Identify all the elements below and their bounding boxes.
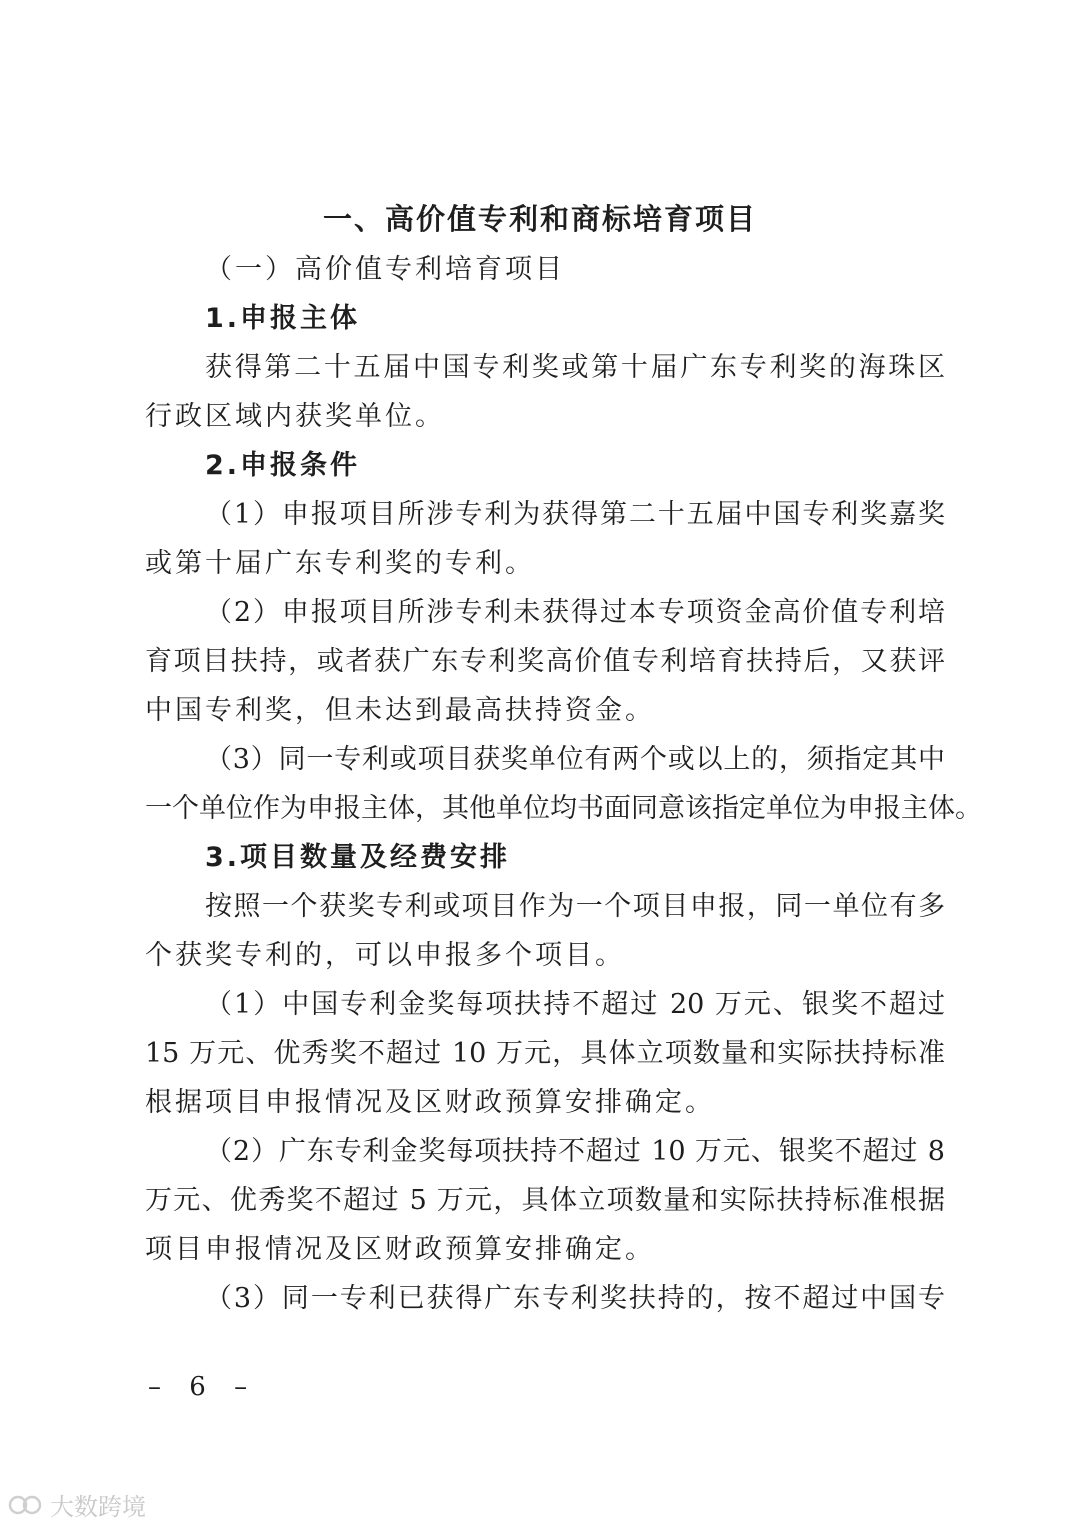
heading-2: 2.申报条件 <box>205 450 361 481</box>
paragraph-line: （2）广东专利金奖每项扶持不超过 10 万元、银奖不超过 8 <box>205 1136 945 1167</box>
paragraph-line: 一个单位作为申报主体，其他单位均书面同意该指定单位为申报主体。 <box>145 793 982 824</box>
paragraph-line: 获得第二十五届中国专利奖或第十届广东专利奖的海珠区 <box>205 352 945 383</box>
watermark <box>8 1487 146 1522</box>
paragraph-line: （1）申报项目所涉专利为获得第二十五届中国专利奖嘉奖 <box>205 499 945 530</box>
paragraph-line: 15 万元、优秀奖不超过 10 万元，具体立项数量和实际扶持标准 <box>145 1038 945 1069</box>
subsection-title: （一）高价值专利培育项目 <box>205 254 565 285</box>
paragraph-line: 个获奖专利的，可以申报多个项目。 <box>145 940 625 971</box>
paragraph-line: 按照一个获奖专利或项目作为一个项目申报，同一单位有多 <box>205 891 945 922</box>
paragraph-line: （1）中国专利金奖每项扶持不超过 20 万元、银奖不超过 <box>205 989 945 1020</box>
section-title: 一、高价值专利和商标培育项目 <box>322 202 757 236</box>
page-number: – 6 – <box>148 1372 258 1402</box>
watermark-logo-icon <box>8 1491 44 1519</box>
paragraph-line: 万元、优秀奖不超过 5 万元，具体立项数量和实际扶持标准根据 <box>145 1185 945 1216</box>
paragraph-line: 育项目扶持，或者获广东专利奖高价值专利培育扶持后，又获评 <box>145 646 945 677</box>
paragraph-line: 根据项目申报情况及区财政预算安排确定。 <box>145 1087 715 1118</box>
paragraph-line: （3）同一专利或项目获奖单位有两个或以上的，须指定其中 <box>205 744 945 775</box>
paragraph-line: （3）同一专利已获得广东专利奖扶持的，按不超过中国专 <box>205 1283 945 1314</box>
paragraph-line: 行政区域内获奖单位。 <box>145 401 445 432</box>
watermark-text: 大数跨境 <box>50 1493 146 1521</box>
paragraph-line: 中国专利奖，但未达到最高扶持资金。 <box>145 695 655 726</box>
paragraph-line: （2）申报项目所涉专利未获得过本专项资金高价值专利培 <box>205 597 945 628</box>
heading-1: 1.申报主体 <box>205 303 361 334</box>
paragraph-line: 项目申报情况及区财政预算安排确定。 <box>145 1234 655 1265</box>
heading-3: 3.项目数量及经费安排 <box>205 842 511 873</box>
paragraph-line: 或第十届广东专利奖的专利。 <box>145 548 535 579</box>
